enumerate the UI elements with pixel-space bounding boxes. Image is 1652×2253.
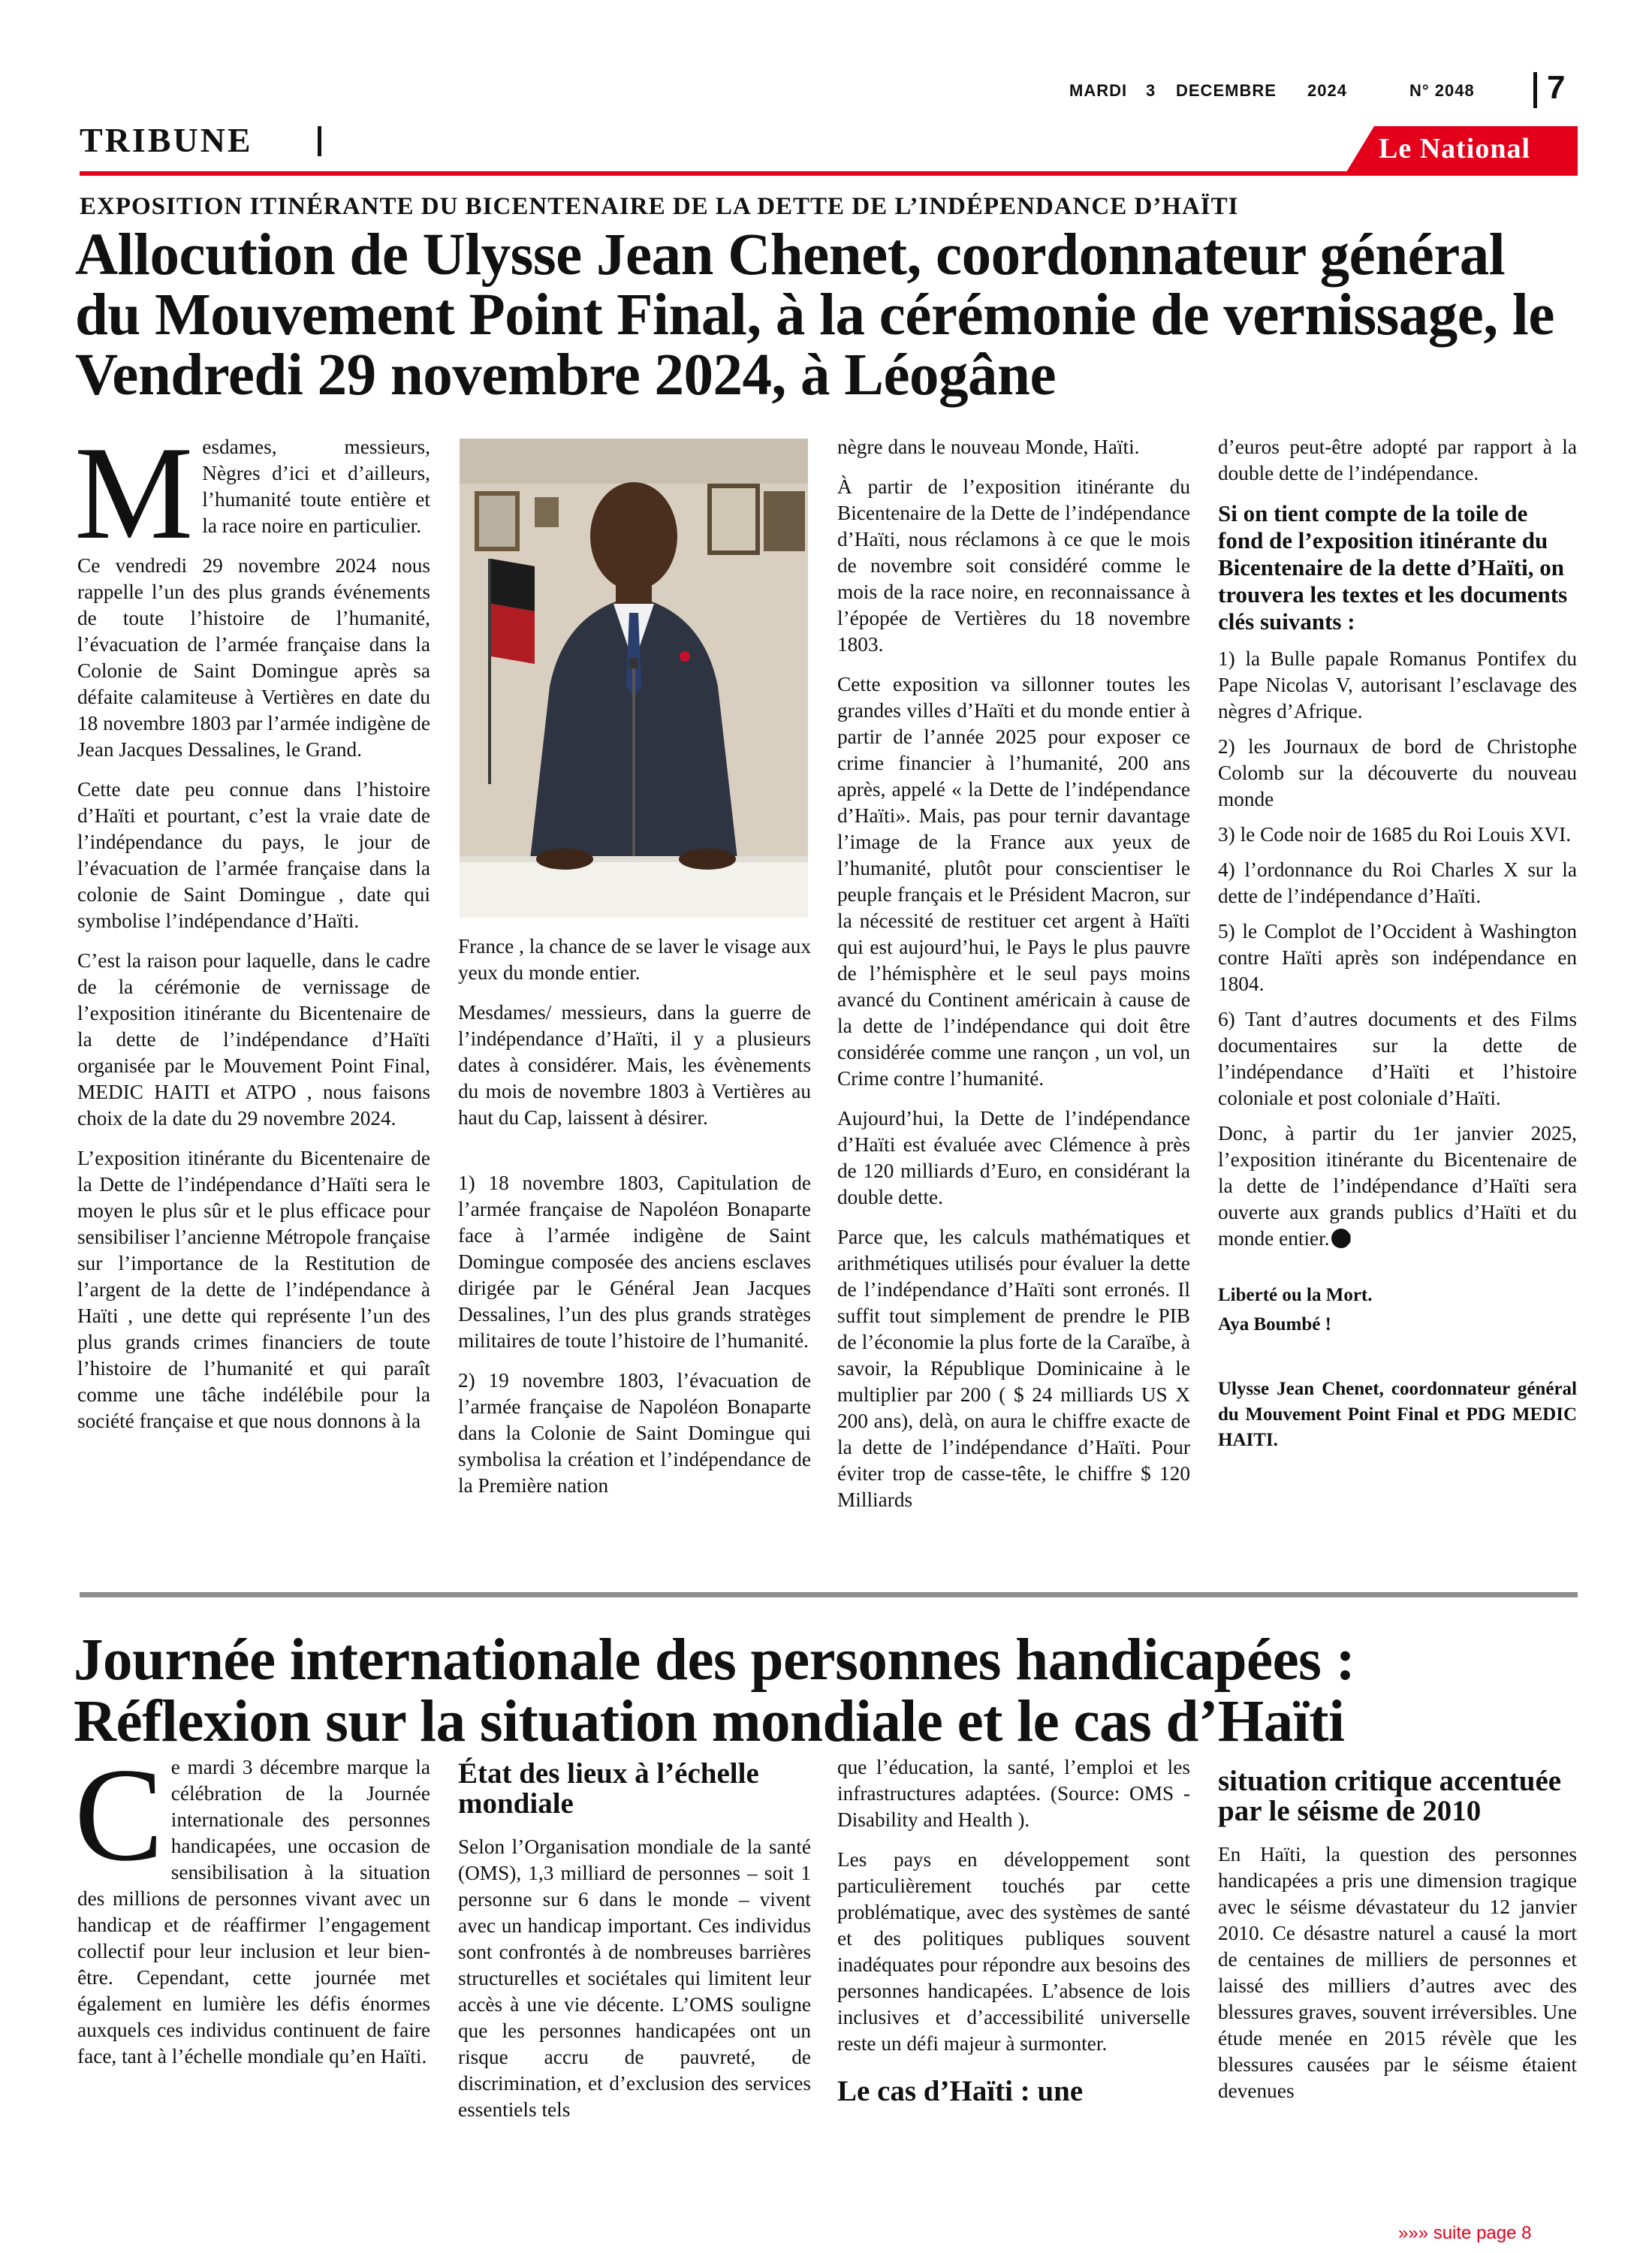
section-title: TRIBUNE: [80, 121, 253, 159]
paragraph: esdames, messieurs, Nègres d’ici et d’ailleurs, l’humanité toute entière et la race noire en particulier.: [202, 436, 430, 537]
column-subhead: Si on tient compte de la toile de fond de l’exposition itinérante du Bicentenaire de la dette d’Haïti, on trouvera les textes et les documents clés suivants :: [1218, 500, 1568, 635]
article2-column-2: [458, 1754, 811, 2137]
column-subhead: Le cas d’Haïti : une: [837, 2075, 1084, 2107]
closing-text: Donc, à partir du 1er janvier 2025, l’exposition itinérante du Bicentenaire de la dette de l’indépendance d’Haïti sera ouverte aux grands publics d’Haïti et du monde entier.: [1218, 1122, 1577, 1250]
article2-headline: [74, 1627, 1583, 1754]
issue-day: MARDI: [1069, 81, 1128, 100]
paragraph: Mesdames/ messieurs, dans la guerre de l’indépendance d’Haïti, il y a plusieurs dates à considérer. Mais, les évènements du mois de novembre 1803 à Vertières au haut du Cap, laissent à désirer.: [458, 1001, 811, 1129]
speaker-photo-illustration: [460, 439, 808, 918]
paragraph: Ce vendredi 29 novembre 2024 nous rappelle l’un des plus grands événements de toute l’histoire de l’humanité, l’évacuation de l’armée française dans la Colonie de Saint Domingue après sa défaite calamiteuse à Vertières en date du 18 novembre 1803 par l’armée indigène de Jean Jacques Dessalines, le Grand.: [77, 554, 430, 761]
list-item: 2) les Journaux de bord de Christophe Colomb sur la découverte du nouveau monde: [1218, 735, 1577, 810]
article1-column-2: [458, 933, 811, 1513]
paragraph: Les pays en développement sont particulièrement touchés par cette problématique, avec des systèmes de santé et des politiques publiques souvent inadéquates pour répondre aux besoins des personnes handicapées. L’absence de lois inclusives et d’accessibilité universelle reste un défi majeur à surmonter.: [837, 1848, 1190, 2055]
continued-link[interactable]: »»» suite page 8: [1398, 2223, 1532, 2243]
article-divider: [80, 1592, 1578, 1597]
paragraph: Aujourd’hui, la Dette de l’indépendance d’Haïti est évaluée avec Clémence à près de 120 milliards d’Euro, en considérant la double dette.: [837, 1107, 1190, 1208]
signature: Ulysse Jean Chenet, coordonnateur général du Mouvement Point Final et PDG MEDIC HAITI.: [1218, 1379, 1577, 1450]
speaker-photo: [460, 439, 808, 918]
paragraph: 1) 18 novembre 1803, Capitulation de l’armée française de Napoléon Bonaparte face à l’armée indigène de Saint Domingue composée des anciens esclaves dirigée par le Général Jean Jacques Dessalines, l’un des plus grands stratèges militaires de toute l’histoire de l’humanité.: [458, 1172, 811, 1352]
headline-line: Réflexion sur la situation mondiale et le cas d’Haïti: [74, 1689, 1345, 1754]
list-item: 4) l’ordonnance du Roi Charles X sur la dette de l’indépendance d’Haïti.: [1218, 858, 1577, 907]
paragraph: À partir de l’exposition itinérante du Bicentenaire de la Dette de l’indépendance d’Haïti, nous réclamons à ce que le mois de novembre soit considéré comme le mois de la race noire, en reconnaissance à l’épopée de Vertières du 18 novembre 1803.: [837, 475, 1190, 656]
paragraph: L’exposition itinérante du Bicentenaire de la Dette de l’indépendance d’Haïti sera le moyen le plus sûr et le plus efficace pour sensibiliser l’ancienne Métropole française sur l’importance de la Restitution de l’argent de la dette de l’indépendance à Haïti , une dette qui représente l’un des plus grands crimes financiers de toute l’histoire de l’humanité et qui paraît comme une tâche indélébile pour la société française et que nous donnons à la: [77, 1147, 430, 1432]
article2-column-3: [837, 1754, 1190, 2122]
article1-column-3: [837, 434, 1190, 1527]
article1-kicker: EXPOSITION ITINÉRANTE DU BICENTENAIRE DE LA DETTE DE L’INDÉPENDANCE D’HAÏTI: [80, 193, 1239, 220]
headline-line: Journée internationale des personnes handicapées :: [74, 1627, 1355, 1693]
headline-line: du Mouvement Point Final, à la cérémonie de vernissage, le: [75, 282, 1554, 348]
paragraph: Parce que, les calculs mathématiques et arithmétiques utilisés pour évaluer la dette de l’indépendance d’Haïti sont erronés. Il suffit tout simplement de prendre le PIB de l’économie la plus forte de la Caraïbe, à savoir, la République Dominicaine à le multiplier par 200 ( $ 24 milliards US X 200 ans), delà, on aura le chiffre exacte de la dette de l’indépendance d’Haïti. Pour éviter trop de casse-tête, le chiffre $ 120 Milliards: [837, 1226, 1190, 1511]
article1-column-4: [1218, 434, 1577, 1467]
section-rule: [318, 126, 321, 156]
paragraph: d’euros peut-être adopté par rapport à la double dette de l’indépendance.: [1218, 436, 1577, 484]
brand-logo-text: Le National: [1379, 133, 1531, 164]
paragraph: que l’éducation, la santé, l’emploi et les infrastructures adaptées. (Source: OMS - Disability and Health ).: [837, 1756, 1190, 1831]
headline-line: Vendredi 29 novembre 2024, à Léogâne: [75, 342, 1057, 408]
motto-line: Aya Boumbé !: [1218, 1314, 1331, 1335]
issue-year: 2024: [1307, 81, 1347, 100]
column-subhead: État des lieux à l’échelle mondiale: [458, 1757, 759, 1820]
page-number-rule: [1533, 72, 1537, 108]
paragraph: Cette date peu connue dans l’histoire d’Haïti et pourtant, c’est la vraie date de l’indépendance du pays, le jour de l’évacuation de l’armée française dans la colonie de Saint Domingue , date qui symbolise l’indépendance d’Haïti.: [77, 778, 430, 932]
article1-headline: [75, 222, 1584, 408]
list-item: 3) le Code noir de 1685 du Roi Louis XVI.: [1218, 823, 1572, 846]
headline-line: Allocution de Ulysse Jean Chenet, coordonnateur général: [75, 222, 1506, 288]
issue-month: DECEMBRE: [1176, 81, 1277, 100]
paragraph: nègre dans le nouveau Monde, Haïti.: [837, 436, 1140, 458]
list-item: 1) la Bulle papale Romanus Pontifex du Pape Nicolas V, autorisant l’esclavage des nègres d’Afrique.: [1218, 647, 1577, 722]
column-subhead: situation critique accentuée par le séisme de 2010: [1218, 1765, 1562, 1827]
end-of-article-icon: [1331, 1229, 1351, 1248]
list-item: 5) le Complot de l’Occident à Washington contre Haïti après son indépendance en 1804.: [1218, 920, 1577, 995]
paragraph: 2) 19 novembre 1803, l’évacuation de l’armée française de Napoléon Bonaparte dans la Colonie de Saint Domingue qui symbolisa la création et l’indépendance de la Première nation: [458, 1369, 811, 1497]
paragraph: Cette exposition va sillonner toutes les grandes villes d’Haïti et du monde entier à partir de l’année 2025 pour exposer ce crime financier à l’humanité, 200 ans après, appelé « la Dette de l’indépendance d’Haïti». Mais, pas pour ternir davantage l’image de la France aux yeux de l’humanité, plutôt pour conscientiser le peuple français et le Président Macron, sur la nécessité de restituer cet argent à Haïti qui est aujourd’hui, le Pays le plus pauvre de l’hémisphère et le seul pays moins avancé du Continent américain à cause de la dette de l’indépendance qui doit être considérée comme une rançon , un vol, un Crime contre l’humanité.: [837, 673, 1190, 1090]
article1-column-1: [74, 418, 430, 1448]
page-number: 7: [1547, 69, 1566, 106]
list-item: 6) Tant d’autres documents et des Films documentaires sur la dette de l’indépendance d’Haïti et l’histoire coloniale et post coloniale d’Haïti.: [1218, 1008, 1577, 1109]
dropcap: C: [74, 1740, 164, 1889]
paragraph: Selon l’Organisation mondiale de la santé (OMS), 1,3 milliard de personnes – soit 1 personne sur 6 dans le monde – vivent avec un handicap important. Ces individus sont confrontés à de nombreuses barrières structurelles et sociétales qui limitent leur accès à une vie décente. L’OMS souligne que les personnes handicapées ont un risque accru de pauvreté, de discrimination, et d’exclusion des services essentiels tels: [458, 1835, 811, 2121]
article2-column-4: [1218, 1762, 1577, 2118]
motto-line: Liberté ou la Mort.: [1218, 1285, 1373, 1305]
issue-number: N° 2048: [1409, 81, 1475, 100]
closing-paragraph: [1218, 1120, 1577, 1252]
dropcap: M: [74, 418, 194, 567]
paragraph: C’est la raison pour laquelle, dans le cadre de la cérémonie de vernissage de l’exposition itinérante du Bicentenaire de la dette de l’indépendance d’Haïti organisée par le Mouvement Point Final, MEDIC HAITI et ATPO , nous faisons choix de la date du 29 novembre 2024.: [77, 949, 430, 1130]
issue-date-day: 3: [1146, 81, 1156, 100]
paragraph: e mardi 3 décembre marque la célébration de la Journée internationale des personnes handicapées, une occasion de sensibilisation à la situation des millions de personnes vivant avec un handicap et de réaffirmer l’engagement collectif pour leur inclusion et leur bien-être. Cependant, cette journée met également en lumière les défis énormes auxquels ces individus continuent de faire face, tant à l’échelle mondiale qu’en Haïti.: [77, 1756, 430, 2068]
paragraph: France , la chance de se laver le visage aux yeux du monde entier.: [458, 935, 811, 984]
article2-column-1: [74, 1740, 430, 2083]
paragraph: En Haïti, la question des personnes handicapées a pris une dimension tragique avec le séisme dévastateur du 12 janvier 2010. Ce désastre naturel a causé la mort de centaines de milliers de personnes et laissé des milliers d’autres avec des blessures graves, souvent irréversibles. Une étude menée en 2015 révèle que les blessures causées par le séisme étaient devenues: [1218, 1843, 1577, 2102]
